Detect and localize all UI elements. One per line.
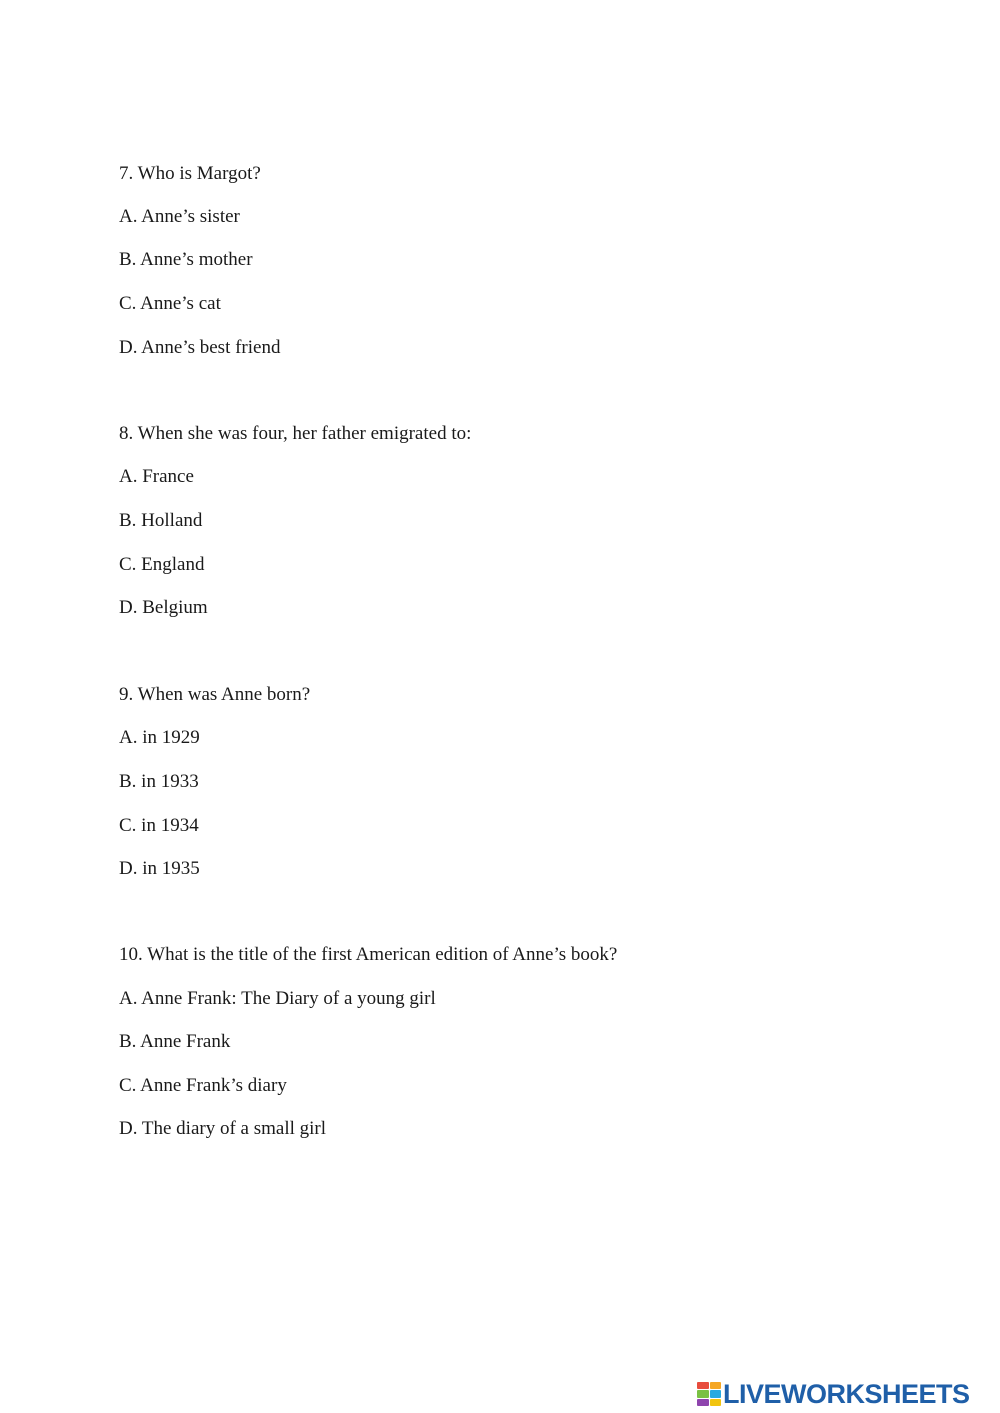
question-7-option-d[interactable]: D. Anne’s best friend bbox=[119, 337, 281, 358]
question-9-option-c[interactable]: C. in 1934 bbox=[119, 815, 199, 836]
question-10-option-b[interactable]: B. Anne Frank bbox=[119, 1031, 231, 1052]
question-7-option-c[interactable]: C. Anne’s cat bbox=[119, 293, 221, 314]
liveworksheets-logo-icon bbox=[697, 1382, 721, 1406]
logo-tile bbox=[710, 1399, 722, 1406]
logo-tile bbox=[710, 1390, 722, 1397]
question-8-option-c[interactable]: C. England bbox=[119, 554, 205, 575]
brand-name: LIVEWORKSHEETS bbox=[723, 1379, 970, 1409]
question-10-option-a[interactable]: A. Anne Frank: The Diary of a young girl bbox=[119, 988, 436, 1009]
logo-tile bbox=[697, 1399, 709, 1406]
logo-tile bbox=[697, 1390, 709, 1397]
question-10-prompt: 10. What is the title of the first American edition of Anne’s book? bbox=[119, 944, 618, 965]
question-9-option-b[interactable]: B. in 1933 bbox=[119, 771, 199, 792]
question-8-option-a[interactable]: A. France bbox=[119, 466, 194, 487]
question-10-option-d[interactable]: D. The diary of a small girl bbox=[119, 1118, 327, 1139]
question-7-option-b[interactable]: B. Anne’s mother bbox=[119, 249, 253, 270]
question-8-option-d[interactable]: D. Belgium bbox=[119, 597, 208, 618]
question-9-prompt: 9. When was Anne born? bbox=[119, 684, 311, 705]
question-7-option-a[interactable]: A. Anne’s sister bbox=[119, 206, 240, 227]
question-10-option-c[interactable]: C. Anne Frank’s diary bbox=[119, 1075, 287, 1096]
question-8-prompt: 8. When she was four, her father emigrated to: bbox=[119, 423, 472, 444]
logo-tile bbox=[710, 1382, 722, 1389]
question-7-prompt: 7. Who is Margot? bbox=[119, 163, 261, 184]
question-8-option-b[interactable]: B. Holland bbox=[119, 510, 203, 531]
liveworksheets-brand bbox=[697, 1380, 970, 1408]
logo-tile bbox=[697, 1382, 709, 1389]
question-9-option-d[interactable]: D. in 1935 bbox=[119, 858, 200, 879]
question-9-option-a[interactable]: A. in 1929 bbox=[119, 727, 200, 748]
